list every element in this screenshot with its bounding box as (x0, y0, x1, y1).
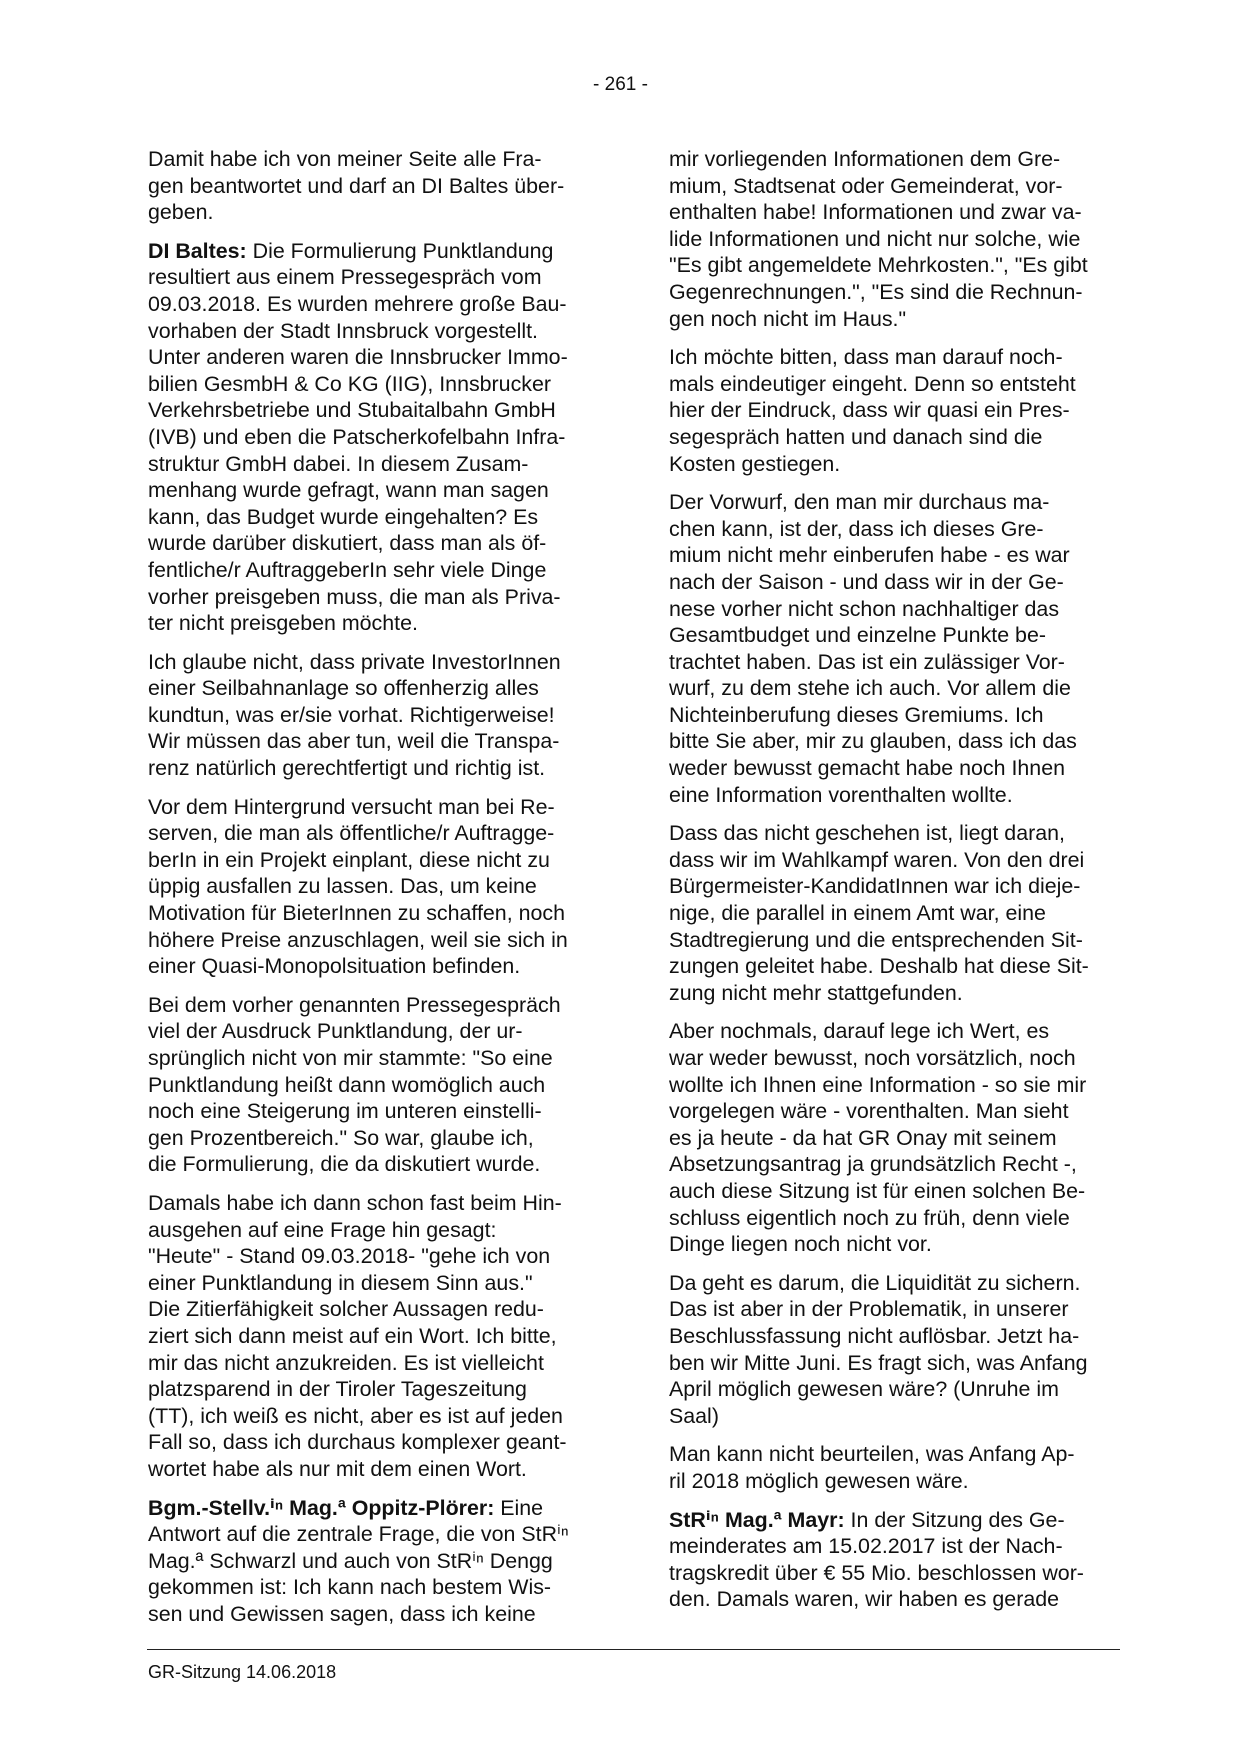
paragraph-text: In der Sitzung des Ge- meinderates am 15.02.2017 ist der Nach- tragskredit über € 55 Mio. beschlossen wor- den. Damals waren, wir haben es gerade (669, 1507, 1084, 1612)
left-column (148, 146, 603, 1639)
speaker-name: Bgm.-Stellv.ⁱⁿ Mag.ª Oppitz-Plörer: (148, 1495, 495, 1520)
footer-divider (147, 1649, 1120, 1650)
paragraph (148, 1495, 603, 1628)
paragraph: Dass das nicht geschehen ist, liegt daran, dass wir im Wahlkampf waren. Von den drei Bürgermeister-KandidatInnen war ich dieje- nige, die parallel in einem Amt war, eine Stadtregierung und die entsprechenden Sit- zungen geleitet habe. Deshalb hat diese Sit- zung nicht mehr stattgefunden. (669, 821, 1089, 1005)
paragraph (669, 1507, 1124, 1613)
paragraph: mir vorliegenden Informationen dem Gre- mium, Stadtsenat oder Gemeinderat, vor- enthalten habe! Informationen und zwar va- lide Informationen und nicht nur solche, wie "Es gibt angemeldete Mehrkosten.", "Es gibt Gegenrechnungen.", "Es sind die Rechnun- gen noch nicht im Haus." (669, 147, 1088, 331)
paragraph: Bei dem vorher genannten Pressegespräch viel der Ausdruck Punktlandung, der ur- sprünglich nicht von mir stammte: "So eine Punktlandung heißt dann womöglich auch noch eine Steigerung im unteren einstelli- gen Prozentbereich." So war, glaube ich, die Formulierung, die da diskutiert wurde. (148, 992, 561, 1177)
paragraph: Aber nochmals, darauf lege ich Wert, es war weder bewusst, noch vorsätzlich, noch wollte ich Ihnen eine Information - so sie mir vorgelegen wäre - vorenthalten. Man sieht es ja heute - da hat GR Onay mit seinem Absetzungsantrag ja grundsätzlich Recht -, auch diese Sitzung ist für einen solchen Be- schluss eigentlich noch zu früh, denn viele Dinge liegen noch nicht vor. (669, 1019, 1087, 1257)
paragraph-text: Eine Antwort auf die zentrale Frage, die von StRⁱⁿ Mag.ª Schwarzl und auch von StRⁱⁿ Dengg gekommen ist: Ich kann nach bestem Wis- sen und Gewissen sagen, dass ich keine (148, 1495, 569, 1626)
speaker-name: StRⁱⁿ Mag.ª Mayr: (669, 1507, 845, 1532)
speaker-name: DI Baltes: (148, 238, 247, 263)
paragraph: Damit habe ich von meiner Seite alle Fra- gen beantwortet und darf an DI Baltes über- geben. (148, 147, 565, 225)
paragraph (148, 238, 603, 637)
right-column (669, 146, 1124, 1625)
paragraph: Ich möchte bitten, dass man darauf noch- mals eindeutiger eingeht. Denn so entsteht hier der Eindruck, dass wir quasi ein Pres- segespräch hatten und danach sind die Kosten gestiegen. (669, 345, 1076, 476)
paragraph: Da geht es darum, die Liquidität zu sichern. Das ist aber in der Problematik, in unserer Beschlussfassung nicht auflösbar. Jetzt ha- ben wir Mitte Juni. Es fragt sich, was Anfang April möglich gewesen wäre? (Unruhe im Saal) (669, 1270, 1088, 1428)
footer-text: GR-Sitzung 14.06.2018 (148, 1662, 337, 1682)
paragraph: Man kann nicht beurteilen, was Anfang Ap- ril 2018 möglich gewesen wäre. (669, 1442, 1075, 1493)
page-number: - 261 - (593, 74, 648, 95)
paragraph: Der Vorwurf, den man mir durchaus ma- chen kann, ist der, dass ich dieses Gre- mium nicht mehr einberufen habe - es war nach der Saison - und dass wir in der Ge- nese vorher nicht schon nachhaltiger das Gesamtbudget und einzelne Punkte be- trachtet haben. Das ist ein zulässiger Vor- wurf, zu dem stehe ich auch. Vor allem die Nichteinberufung dieses Gremiums. Ich bitte Sie aber, mir zu glauben, dass ich das weder bewusst gemacht habe noch Ihnen eine Information vorenthalten wollte. (669, 490, 1077, 807)
paragraph-text: Die Formulierung Punktlandung resultiert aus einem Pressegespräch vom 09.03.2018. Es wurden mehrere große Bau- vorhaben der Stadt Innsbruck vorgestellt. Unter anderen waren die Innsbrucker Immo- bilien GesmbH & Co KG (IIG), Innsbrucker Verkehrsbetriebe und Stubaitalbahn GmbH (IVB) und eben die Patscherkofelbahn Infra- struktur GmbH dabei. In diesem Zusam- menhang wurde gefragt, wann man sagen kann, das Budget wurde eingehalten? Es wurde darüber diskutiert, dass man als öf- fentliche/r AuftraggeberIn sehr viele Dinge vorher preisgeben muss, die man als Priva- ter nicht preisgeben möchte. (148, 238, 568, 636)
paragraph: Vor dem Hintergrund versucht man bei Re- serven, die man als öffentliche/r Auftragge- berIn in ein Projekt einplant, diese nicht zu üppig ausfallen zu lassen. Das, um keine Motivation für BieterInnen zu schaffen, noch höhere Preise anzuschlagen, weil sie sich in einer Quasi-Monopolsituation befinden. (148, 794, 568, 979)
paragraph: Ich glaube nicht, dass private InvestorInnen einer Seilbahnanlage so offenherzig alles kundtun, was er/sie vorhat. Richtigerweise! Wir müssen das aber tun, weil die Transpa- renz natürlich gerechtfertigt und richtig ist. (148, 649, 561, 781)
paragraph: Damals habe ich dann schon fast beim Hin- ausgehen auf eine Frage hin gesagt: "Heute" - Stand 09.03.2018- "gehe ich von einer Punktlandung in diesem Sinn aus." Die Zitierfähigkeit solcher Aussagen redu- ziert sich dann meist auf ein Wort. Ich bitte, mir das nicht anzukreiden. Es ist vielleicht platzsparend in der Tiroler Tageszeitung (TT), ich weiß es nicht, aber es ist auf jeden Fall so, dass ich durchaus komplexer geant- wortet habe als nur mit dem einen Wort. (148, 1190, 567, 1481)
